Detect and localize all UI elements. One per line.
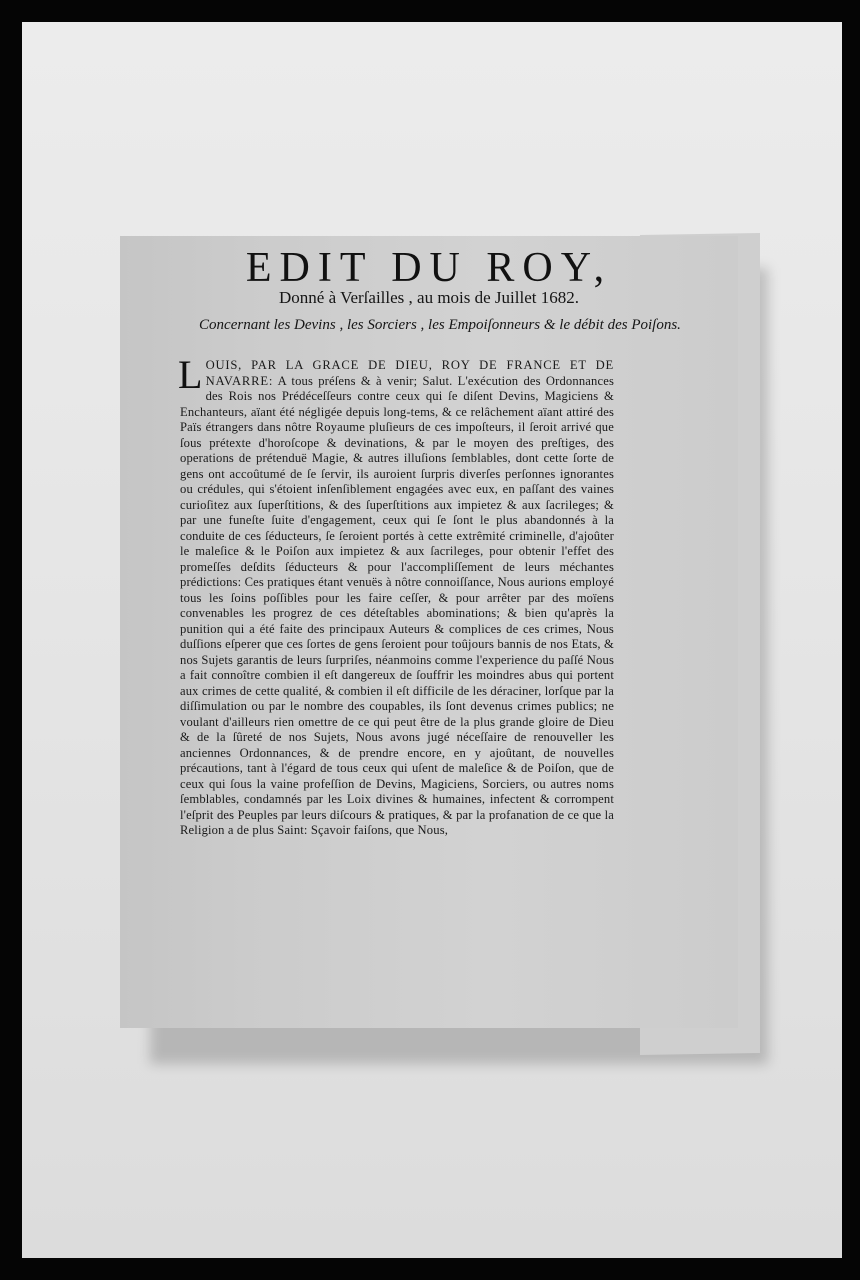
document-concerning: Concernant les Devins , les Sorciers , les Empoiſonneurs & le débit des Poiſons.	[199, 317, 681, 333]
document-page	[120, 236, 738, 1028]
document-title: EDIT DU ROY,	[245, 245, 613, 291]
body-lead: OUIS, PAR LA GRACE DE DIEU, ROY DE FRANCE ET DE NAVARRE:	[205, 358, 614, 388]
body-paragraph: A tous préſens & à venir; Salut. L'exécution des Ordonnances des Rois nos Prédéceſſeurs contre ceux qui ſe diſent Devins, Magiciens & Enchanteurs, aïant été négligée depuis long-tems, & ce relâchement aïant attiré des Païs étrangers dans nôtre Royaume pluſieurs de ces impoſteurs, il ſeroit arrivé que ſous prétexte d'horoſcope & devinations, & par le moyen des preſtiges, des operations de prétenduë Magie, & autres illuſions ſemblables, dont cette ſorte de gens ont accoûtumé de ſe ſervir, ils auroient ſurpris diverſes perſonnes ignorantes ou crédules, qui s'étoient inſenſiblement engagées avec eux, en paſſant des vaines curioſitez aux ſuperſtitions, & des ſuperſtitions aux impietez & aux ſacrileges; & par une funeſte ſuite d'engagement, ceux qui ſe ſont le plus abandonnés à la conduite de ces ſéducteurs, ſe ſeroient portés à cette extrêmité criminelle, d'ajoûter le maleſice & le Poiſon aux impietez & aux ſacrileges, pour obtenir l'effet des promeſſes deſdits ſéducteurs & pour l'accompliſſement de leurs méchantes prédictions: Ces pratiques étant venuës à nôtre connoiſſance, Nous aurions employé tous les ſoins poſſibles pour les faire ceſſer, & pour arrêter par des moïens convenables les progrez de ces déteſtables abominations; & bien qu'après la punition qui a été faite des principaux Auteurs & complices de ces crimes, Nous duſſions eſperer que ces ſortes de gens ſeroient pour toûjours bannis de nos Etats, & nos Sujets garantis de leurs ſurpriſes, néanmoins comme l'experience du paſſé Nous a fait connoître combien il eſt dangereux de ſouffrir les moindres abus qui portent aux crimes de cette qualité, & combien il eſt difficile de les déraciner, lorſque par la diſſimulation ou par le nombre des coupables, ils ſont devenus crimes publics; ne voulant d'ailleurs rien omettre de ce qui peut être de la plus grande gloire de Dieu & de la ſûreté de nos Sujets, Nous avons jugé néceſſaire de renouveller les anciennes Ordonnances, & de prendre encore, en y ajoûtant, de nouvelles précautions, tant à l'égard de tous ceux qui uſent de maleſice & de Poiſon, que de ceux qui ſous la vaine profeſſion de Devins, Magiciens, Sorciers, ou autres noms ſemblables, condamnés par les Loix divines & humaines, infectent & corrompent l'eſprit des Peuples par leurs diſcours & pratiques, & par la profanation de ce que la Religion a de plus Saint: Sçavoir faiſons, que Nous,	[180, 373, 614, 837]
document-subtitle: Donné à Verſailles , au mois de Juillet 1682.	[279, 288, 579, 307]
drop-cap: L	[178, 352, 203, 397]
document-body	[178, 352, 614, 839]
